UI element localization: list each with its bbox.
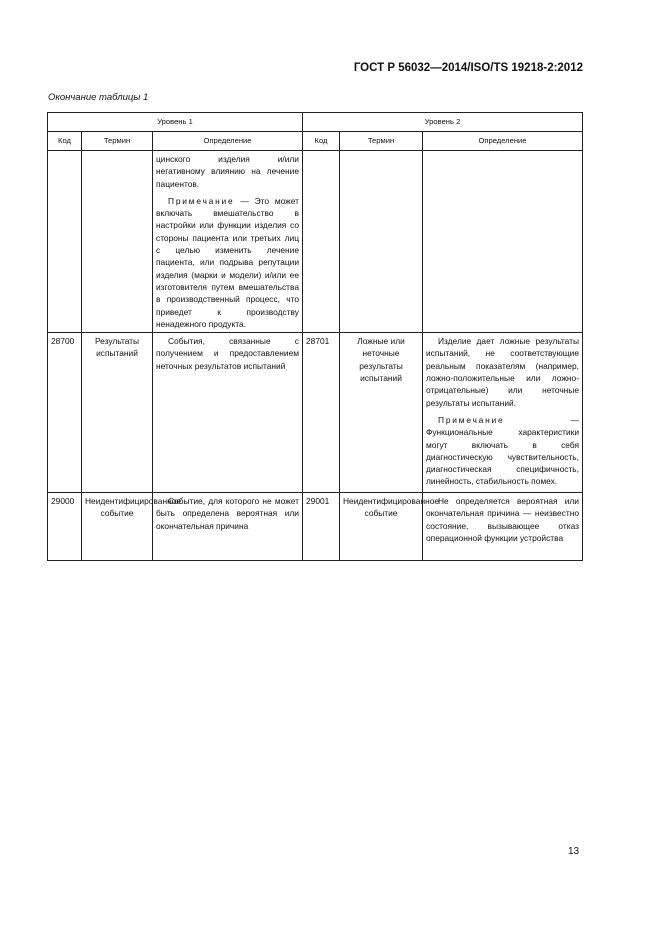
page-number: 13 bbox=[568, 846, 580, 857]
col-code-1: Код bbox=[48, 132, 82, 151]
code-1: 29000 bbox=[48, 493, 82, 561]
table-caption: Окончание таблицы 1 bbox=[48, 92, 149, 103]
col-code-2: Код bbox=[303, 132, 340, 151]
definition-2: Не определяется вероятная или окончательная причина — неизвестно состояние, вызывающее отказ операционной функции устройства bbox=[423, 493, 583, 561]
level1-header: Уровень 1 bbox=[48, 113, 303, 132]
col-term-1: Термин bbox=[82, 132, 153, 151]
note-paragraph bbox=[426, 414, 579, 488]
definition-1 bbox=[153, 493, 303, 561]
classification-table bbox=[47, 112, 583, 561]
note-text: — Это может включать вмешательство в настройки или функции изделия со стороны пациента или третьих лиц с целью изменить лечение пациента, или подрыва репутации изделия (марки и модели) и/или ее изготовителя путем вмешательства в производственный процесс, что приведет к производству ненадежного продукта. bbox=[156, 195, 299, 329]
level2-header: Уровень 2 bbox=[303, 113, 583, 132]
code-1 bbox=[48, 151, 82, 333]
definition-text: События, связанные с получением и предоставлением неточных результатов испытаний bbox=[156, 336, 299, 371]
code-2 bbox=[303, 151, 340, 333]
definition-2 bbox=[423, 151, 583, 333]
definition-text: цинского изделия и/или негативному влиянию на лечение пациентов. bbox=[156, 154, 299, 189]
note-text: — Функциональные характеристики могут включать в себя диагностическую чувствительность, диагностическая специфичность, линейность, стабильность помех. bbox=[426, 414, 579, 487]
note-label: Примечание bbox=[168, 195, 235, 206]
col-term-2: Термин bbox=[340, 132, 423, 151]
definition-1 bbox=[153, 151, 303, 333]
term-2: Ложные или неточные результаты испытаний bbox=[340, 333, 423, 493]
term-2: Неидентифицированное событие bbox=[340, 493, 423, 561]
definition-text: Изделие дает ложные результаты испытаний, не соответствующие реальным показателям (например, ложно-положительные или ложно-отрицательные) или неточные результаты испытаний. bbox=[426, 336, 579, 408]
col-def-2: Определение bbox=[423, 132, 583, 151]
code-1: 28700 bbox=[48, 333, 82, 493]
note-label: Примечание bbox=[438, 414, 505, 425]
note-paragraph bbox=[156, 195, 299, 330]
code-2: 28701 bbox=[303, 333, 340, 493]
term-1: Результаты испытаний bbox=[82, 333, 153, 493]
definition-2 bbox=[423, 333, 583, 493]
term-1: Неидентифицированное событие bbox=[82, 493, 153, 561]
definition-1 bbox=[153, 333, 303, 493]
definition-text: Событие, для которого не может быть определена вероятная или окончательная причина bbox=[156, 496, 299, 531]
document-header: ГОСТ Р 56032—2014/ISO/TS 19218-2:2012 bbox=[353, 62, 583, 74]
table-row bbox=[48, 151, 583, 333]
table-row bbox=[48, 493, 583, 561]
term-1 bbox=[82, 151, 153, 333]
table-row bbox=[48, 333, 583, 493]
term-2 bbox=[340, 151, 423, 333]
code-2: 29001 bbox=[303, 493, 340, 561]
col-def-1: Определение bbox=[153, 132, 303, 151]
